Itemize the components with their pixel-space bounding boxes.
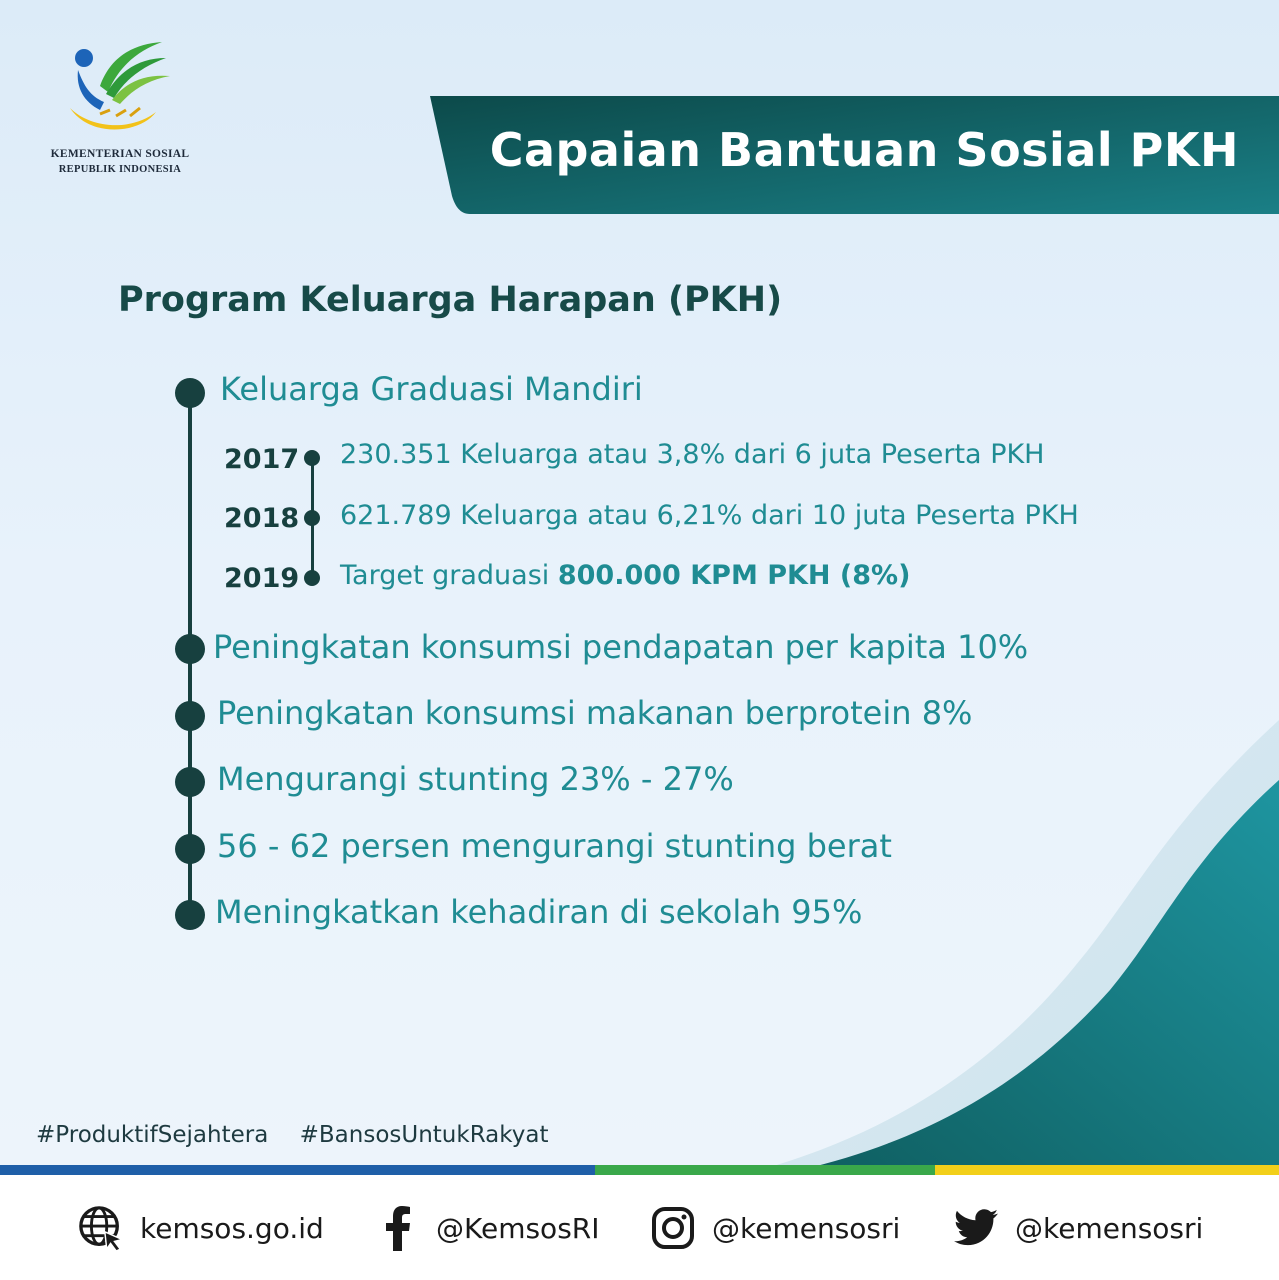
instagram-link[interactable] xyxy=(650,1203,900,1253)
stripe-green xyxy=(595,1165,935,1175)
logo-line-1: KEMENTERIAN SOSIAL xyxy=(50,148,190,160)
facebook-text: @KemsosRI xyxy=(436,1211,600,1245)
globe-cursor-icon xyxy=(78,1205,124,1251)
year-text-2018: 621.789 Keluarga atau 6,21% dari 10 juta Peserta PKH xyxy=(340,500,1079,531)
instagram-text: @kemensosri xyxy=(712,1211,901,1245)
timeline-dot xyxy=(175,834,205,864)
website-link[interactable] xyxy=(78,1203,324,1253)
kemensos-logo-icon xyxy=(70,36,170,136)
stripe-blue xyxy=(0,1165,595,1175)
facebook-link[interactable] xyxy=(374,1203,600,1253)
section-heading: Program Keluarga Harapan (PKH) xyxy=(118,280,783,320)
year-dot xyxy=(304,450,320,466)
year-label-2017: 2017 xyxy=(224,444,300,475)
hashtag: #ProduktifSejahtera xyxy=(36,1122,269,1148)
year-label-2019: 2019 xyxy=(224,563,300,594)
timeline-dot xyxy=(175,900,205,930)
year-dot xyxy=(304,510,320,526)
logo-line-2: REPUBLIK INDONESIA xyxy=(58,164,182,175)
timeline-dot xyxy=(175,767,205,797)
stripe-yellow xyxy=(935,1165,1279,1175)
year-text-2017: 230.351 Keluarga atau 3,8% dari 6 juta Peserta PKH xyxy=(340,439,1045,470)
timeline-item-makanan-berprotein: Peningkatan konsumsi makanan berprotein 8% xyxy=(217,694,973,732)
year-text-2019-bold: 800.000 KPM PKH (8%) xyxy=(557,560,911,591)
ministry-logo xyxy=(40,36,210,186)
year-label-2018: 2018 xyxy=(224,503,300,534)
timeline-item-kehadiran-sekolah: Meningkatkan kehadiran di sekolah 95% xyxy=(215,893,863,931)
year-dot xyxy=(304,570,320,586)
hashtag: #BansosUntukRakyat xyxy=(299,1122,549,1148)
timeline-item-stunting: Mengurangi stunting 23% - 27% xyxy=(217,760,734,798)
page-title: Capaian Bantuan Sosial PKH xyxy=(489,123,1239,177)
timeline-dot xyxy=(175,378,205,408)
website-text: kemsos.go.id xyxy=(140,1211,324,1245)
timeline-item-stunting-berat: 56 - 62 persen mengurangi stunting berat xyxy=(217,827,892,865)
timeline-dot xyxy=(175,701,205,731)
twitter-text: @kemensosri xyxy=(1015,1211,1204,1245)
twitter-link[interactable] xyxy=(953,1203,1203,1253)
instagram-icon xyxy=(650,1205,696,1251)
title-banner xyxy=(430,96,1279,214)
year-text-2019 xyxy=(340,560,910,591)
timeline-item-graduasi: Keluarga Graduasi Mandiri xyxy=(220,370,643,408)
twitter-icon xyxy=(953,1205,999,1251)
facebook-icon xyxy=(374,1205,420,1251)
year-text-2019-prefix: Target graduasi xyxy=(340,560,558,591)
hashtags xyxy=(36,1122,573,1148)
timeline-item-konsumsi-pendapatan: Peningkatan konsumsi pendapatan per kapita 10% xyxy=(213,628,1029,666)
timeline-dot xyxy=(175,634,205,664)
